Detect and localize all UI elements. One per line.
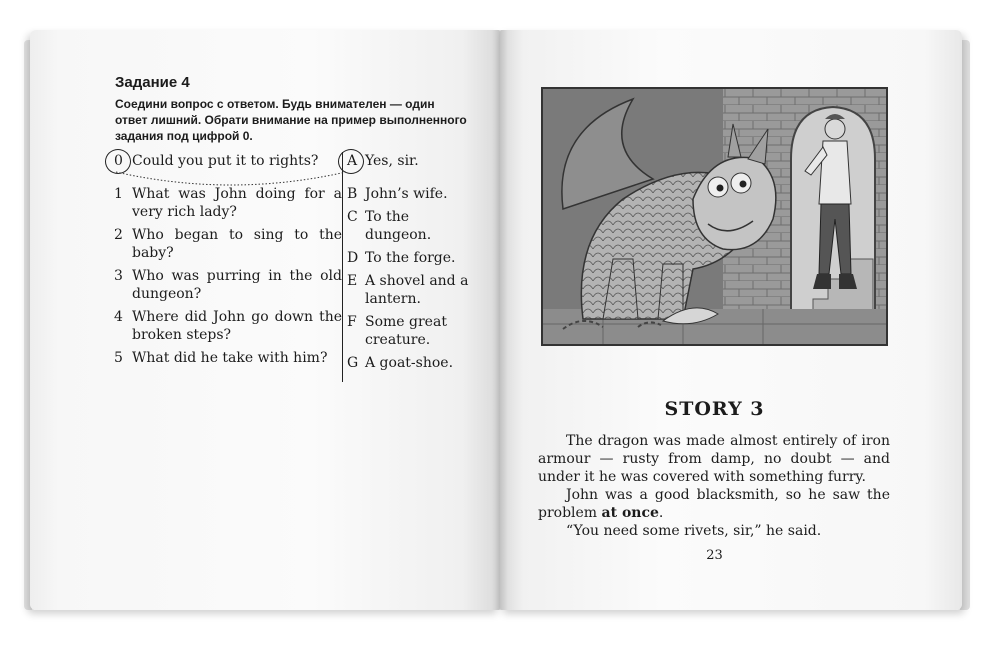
question-item — [110, 308, 342, 344]
answer-item — [343, 249, 473, 267]
answer-text: A goat-shoe. — [365, 355, 454, 371]
question-text: Where did John go down the broken steps? — [132, 309, 342, 343]
question-number: 3 — [114, 268, 123, 284]
question-item — [110, 267, 342, 303]
story-title: STORY 3 — [664, 398, 765, 420]
answer-text: Yes, sir. — [365, 153, 419, 169]
answer-item — [343, 272, 473, 308]
answer-letter: B — [347, 186, 358, 202]
story-paragraph: The dragon was made almost entirely of iron armour — rusty from damp, no doubt — and under it he was covered with something furry. — [538, 433, 890, 485]
answer-letter: C — [347, 209, 358, 225]
answer-text: Some great creature. — [365, 314, 447, 348]
answer-text: To the forge. — [365, 250, 456, 266]
story-text — [538, 432, 890, 540]
question-text: What was John doing for a very rich lady? — [132, 186, 342, 220]
question-text: Who was purring in the old dungeon? — [132, 268, 342, 302]
question-text: Who began to sing to the baby? — [132, 227, 342, 261]
task-title: Задание 4 — [115, 74, 190, 91]
answer-letter: G — [347, 355, 359, 371]
answer-text: John’s wife. — [365, 186, 448, 202]
dragon-scene-image — [543, 89, 886, 344]
story-paragraph: “You need some rivets, sir,” he said. — [566, 523, 822, 539]
question-item — [110, 185, 342, 221]
answer-item — [343, 185, 473, 203]
answer-item — [343, 208, 473, 244]
emphasis-text: at once — [601, 505, 659, 521]
book-spine — [492, 30, 508, 610]
answer-text: To the dungeon. — [365, 209, 432, 243]
question-text: What did he take with him? — [132, 350, 328, 366]
question-number: 1 — [114, 186, 123, 202]
question-number: 2 — [114, 227, 123, 243]
story-paragraph: John was a good blacksmith, so he saw the problem at once. — [538, 487, 890, 521]
question-item — [110, 349, 342, 367]
page-number: 23 — [706, 548, 723, 563]
answer-letter: A — [347, 153, 358, 169]
question-number: 5 — [114, 350, 123, 366]
answer-letter: F — [347, 314, 357, 330]
question-item — [110, 226, 342, 262]
question-item — [110, 152, 342, 170]
question-text: Could you put it to rights? — [132, 153, 319, 169]
question-number: 0 — [114, 153, 123, 169]
answer-letter: E — [347, 273, 358, 289]
answer-item — [343, 313, 473, 349]
question-number: 4 — [114, 309, 123, 325]
story-paragraph-text: John was a good blacksmith, so he saw the problem — [538, 487, 890, 521]
answer-item — [343, 354, 473, 372]
answer-list — [342, 152, 473, 382]
answer-item — [343, 152, 473, 170]
answer-letter: D — [347, 250, 359, 266]
task-instructions: Соедини вопрос с ответом. Будь внимателен — один ответ лишний. Обрати внимание на пример выполненного задания под цифрой 0. — [115, 97, 467, 143]
dragon-illustration — [541, 87, 888, 346]
answer-text: A shovel and a lantern. — [365, 273, 469, 307]
example-connector-line — [116, 170, 356, 190]
